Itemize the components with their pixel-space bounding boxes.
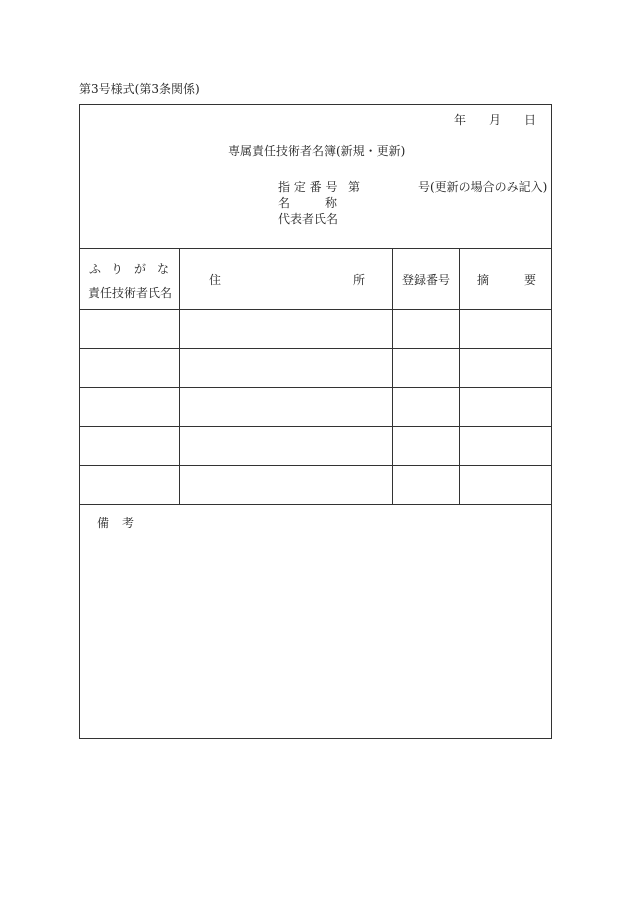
form-frame xyxy=(79,104,552,739)
row-summary-cell[interactable] xyxy=(464,320,547,338)
row-person-name-cell[interactable] xyxy=(84,437,174,455)
table-row xyxy=(80,466,551,504)
row-summary-cell[interactable] xyxy=(464,437,547,455)
row-registration-cell[interactable] xyxy=(397,476,455,494)
date-month-label: 月 xyxy=(489,113,502,127)
table-bottom-border xyxy=(80,504,551,505)
header-furigana-char: り xyxy=(111,262,124,276)
designation-label: 指 定 番 号 xyxy=(278,180,338,194)
table-row xyxy=(80,427,551,465)
row-summary-cell[interactable] xyxy=(464,359,547,377)
representative-name-field[interactable] xyxy=(348,210,538,226)
row-address-cell[interactable] xyxy=(184,320,388,338)
row-summary-cell[interactable] xyxy=(464,398,547,416)
designation-suffix: 号(更新の場合のみ記入) xyxy=(418,180,548,194)
header-summary-2: 要 xyxy=(524,273,537,287)
representative-label: 代表者氏名 xyxy=(278,212,339,226)
row-person-name-cell[interactable] xyxy=(84,320,174,338)
row-summary-cell[interactable] xyxy=(464,476,547,494)
remarks-area[interactable] xyxy=(88,535,543,731)
table-row xyxy=(80,388,551,426)
page-title: 専属責任技術者名簿(新規・更新) xyxy=(228,144,406,158)
row-address-cell[interactable] xyxy=(184,476,388,494)
form-id: 第3号様式(第3条関係) xyxy=(79,82,200,96)
header-furigana-char: な xyxy=(157,262,170,276)
header-address-1: 住 xyxy=(209,273,222,287)
table-row xyxy=(80,349,551,387)
row-person-name-cell[interactable] xyxy=(84,359,174,377)
header-furigana-char: が xyxy=(134,262,147,276)
row-address-cell[interactable] xyxy=(184,359,388,377)
row-address-cell[interactable] xyxy=(184,437,388,455)
remarks-label-2: 考 xyxy=(122,516,135,530)
company-name-field[interactable] xyxy=(348,194,538,210)
row-person-name-cell[interactable] xyxy=(84,476,174,494)
row-address-cell[interactable] xyxy=(184,398,388,416)
date-year-label: 年 xyxy=(454,113,467,127)
header-top-border xyxy=(80,248,551,249)
row-person-name-cell[interactable] xyxy=(84,398,174,416)
name-label-2: 称 xyxy=(325,196,338,210)
row-registration-cell[interactable] xyxy=(397,437,455,455)
row-registration-cell[interactable] xyxy=(397,359,455,377)
header-address-2: 所 xyxy=(353,273,366,287)
designation-prefix: 第 xyxy=(348,180,361,194)
header-person-name: 責任技術者氏名 xyxy=(88,286,173,300)
row-registration-cell[interactable] xyxy=(397,320,455,338)
designation-number-field[interactable] xyxy=(369,178,416,194)
header-summary-1: 摘 xyxy=(477,273,490,287)
header-furigana-char: ふ xyxy=(89,262,102,276)
remarks-label-1: 備 xyxy=(97,516,110,530)
date-day-label: 日 xyxy=(524,113,537,127)
table-row xyxy=(80,310,551,348)
row-registration-cell[interactable] xyxy=(397,398,455,416)
name-label-1: 名 xyxy=(278,196,291,210)
header-registration: 登録番号 xyxy=(402,273,451,287)
